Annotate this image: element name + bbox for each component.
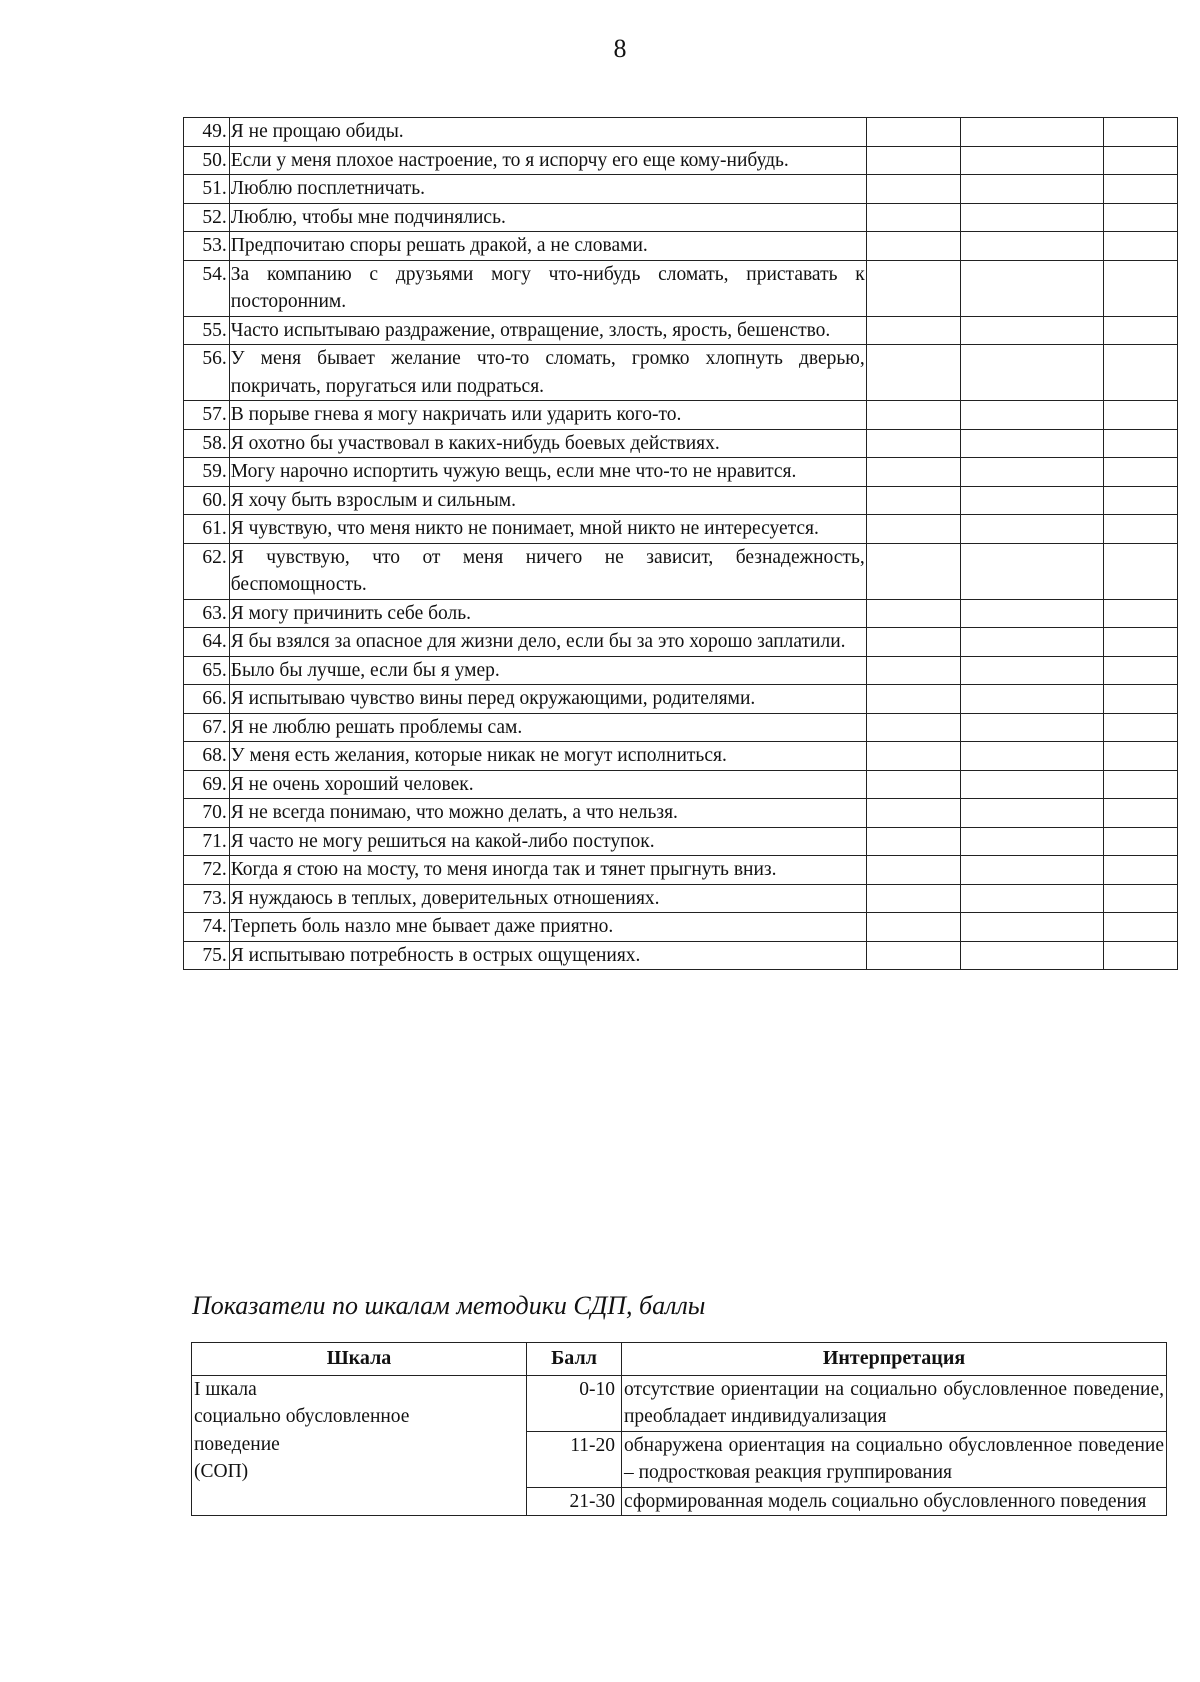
answer-cell[interactable] xyxy=(960,515,1103,544)
question-text: Я хочу быть взрослым и сильным. xyxy=(229,486,866,515)
question-text: У меня бывает желание что-то сломать, громко хлопнуть дверью, покричать, поругаться или подраться. xyxy=(229,345,866,401)
answer-cell[interactable] xyxy=(866,685,960,714)
answer-cell[interactable] xyxy=(866,884,960,913)
interpretation-cell: отсутствие ориентации на социально обусловленное поведение, преобладает индивидуализация xyxy=(622,1375,1167,1431)
answer-cell[interactable] xyxy=(866,401,960,430)
answer-cell[interactable] xyxy=(866,913,960,942)
answer-cell[interactable] xyxy=(1103,628,1177,657)
answer-cell[interactable] xyxy=(1103,941,1177,970)
questionnaire-table xyxy=(183,117,1178,970)
question-text: Если у меня плохое настроение, то я испорчу его еще кому-нибудь. xyxy=(229,146,866,175)
answer-cell[interactable] xyxy=(1103,486,1177,515)
question-number: 71. xyxy=(184,827,230,856)
scale-row xyxy=(192,1375,1167,1431)
header-scale: Шкала xyxy=(192,1343,527,1376)
question-row xyxy=(184,232,1178,261)
answer-cell[interactable] xyxy=(866,345,960,401)
answer-cell[interactable] xyxy=(960,941,1103,970)
answer-cell[interactable] xyxy=(960,856,1103,885)
question-row xyxy=(184,203,1178,232)
section-title: Показатели по шкалам методики СДП, баллы xyxy=(192,1291,706,1320)
question-row xyxy=(184,770,1178,799)
answer-cell[interactable] xyxy=(866,260,960,316)
question-number: 54. xyxy=(184,260,230,316)
score-cell: 0-10 xyxy=(527,1375,622,1431)
answer-cell[interactable] xyxy=(960,599,1103,628)
question-text: Терпеть боль назло мне бывает даже приятно. xyxy=(229,913,866,942)
answer-cell[interactable] xyxy=(1103,203,1177,232)
answer-cell[interactable] xyxy=(866,742,960,771)
answer-cell[interactable] xyxy=(960,628,1103,657)
question-row xyxy=(184,429,1178,458)
answer-cell[interactable] xyxy=(960,345,1103,401)
answer-cell[interactable] xyxy=(866,656,960,685)
question-row xyxy=(184,742,1178,771)
question-number: 58. xyxy=(184,429,230,458)
question-number: 74. xyxy=(184,913,230,942)
answer-cell[interactable] xyxy=(866,827,960,856)
question-number: 70. xyxy=(184,799,230,828)
question-text: Предпочитаю споры решать дракой, а не словами. xyxy=(229,232,866,261)
answer-cell[interactable] xyxy=(1103,429,1177,458)
answer-cell[interactable] xyxy=(1103,316,1177,345)
question-row xyxy=(184,486,1178,515)
question-number: 56. xyxy=(184,345,230,401)
scale-name-cell xyxy=(192,1375,527,1516)
answer-cell[interactable] xyxy=(1103,458,1177,487)
question-number: 67. xyxy=(184,713,230,742)
question-number: 64. xyxy=(184,628,230,657)
question-row xyxy=(184,713,1178,742)
answer-cell[interactable] xyxy=(1103,515,1177,544)
scale-name-line: (СОП) xyxy=(194,1461,249,1482)
answer-cell[interactable] xyxy=(1103,884,1177,913)
question-number: 63. xyxy=(184,599,230,628)
page-number: 8 xyxy=(613,34,627,63)
scales-table xyxy=(191,1342,1167,1516)
answer-cell[interactable] xyxy=(866,799,960,828)
answer-cell[interactable] xyxy=(866,232,960,261)
question-number: 52. xyxy=(184,203,230,232)
answer-cell[interactable] xyxy=(960,458,1103,487)
answer-cell[interactable] xyxy=(1103,118,1177,147)
score-cell: 21-30 xyxy=(527,1487,622,1516)
answer-cell[interactable] xyxy=(1103,345,1177,401)
question-number: 75. xyxy=(184,941,230,970)
scale-name-line: социально обусловленное xyxy=(194,1406,410,1427)
answer-cell[interactable] xyxy=(960,118,1103,147)
answer-cell[interactable] xyxy=(866,316,960,345)
question-row xyxy=(184,656,1178,685)
question-row xyxy=(184,260,1178,316)
question-number: 51. xyxy=(184,175,230,204)
question-row xyxy=(184,175,1178,204)
answer-cell[interactable] xyxy=(960,913,1103,942)
question-row xyxy=(184,827,1178,856)
answer-cell[interactable] xyxy=(1103,146,1177,175)
question-row xyxy=(184,685,1178,714)
answer-cell[interactable] xyxy=(866,429,960,458)
question-number: 53. xyxy=(184,232,230,261)
question-row xyxy=(184,458,1178,487)
question-number: 66. xyxy=(184,685,230,714)
question-row xyxy=(184,884,1178,913)
answer-cell[interactable] xyxy=(1103,599,1177,628)
answer-cell[interactable] xyxy=(960,401,1103,430)
question-row xyxy=(184,543,1178,599)
question-text: Я охотно бы участвовал в каких-нибудь боевых действиях. xyxy=(229,429,866,458)
question-number: 65. xyxy=(184,656,230,685)
question-text: В порыве гнева я могу накричать или ударить кого-то. xyxy=(229,401,866,430)
answer-cell[interactable] xyxy=(960,486,1103,515)
scales-header-row xyxy=(192,1343,1167,1376)
question-text: Люблю, чтобы мне подчинялись. xyxy=(229,203,866,232)
answer-cell[interactable] xyxy=(960,429,1103,458)
question-row xyxy=(184,515,1178,544)
answer-cell[interactable] xyxy=(960,175,1103,204)
answer-cell[interactable] xyxy=(866,628,960,657)
answer-cell[interactable] xyxy=(1103,713,1177,742)
answer-cell[interactable] xyxy=(1103,742,1177,771)
answer-cell[interactable] xyxy=(1103,260,1177,316)
answer-cell[interactable] xyxy=(866,146,960,175)
answer-cell[interactable] xyxy=(960,203,1103,232)
question-row xyxy=(184,856,1178,885)
question-text: Я не люблю решать проблемы сам. xyxy=(229,713,866,742)
answer-cell[interactable] xyxy=(1103,543,1177,599)
answer-cell[interactable] xyxy=(1103,232,1177,261)
question-number: 61. xyxy=(184,515,230,544)
question-text: Я не очень хороший человек. xyxy=(229,770,866,799)
answer-cell[interactable] xyxy=(1103,175,1177,204)
question-row xyxy=(184,146,1178,175)
question-text: Я чувствую, что меня никто не понимает, мной никто не интересуется. xyxy=(229,515,866,544)
answer-cell[interactable] xyxy=(1103,827,1177,856)
answer-cell[interactable] xyxy=(960,770,1103,799)
question-row xyxy=(184,941,1178,970)
answer-cell[interactable] xyxy=(960,799,1103,828)
answer-cell[interactable] xyxy=(960,713,1103,742)
answer-cell[interactable] xyxy=(960,685,1103,714)
answer-cell[interactable] xyxy=(866,941,960,970)
answer-cell[interactable] xyxy=(960,260,1103,316)
question-number: 57. xyxy=(184,401,230,430)
answer-cell[interactable] xyxy=(1103,770,1177,799)
answer-cell[interactable] xyxy=(960,543,1103,599)
answer-cell[interactable] xyxy=(866,599,960,628)
question-text: Я не всегда понимаю, что можно делать, а что нельзя. xyxy=(229,799,866,828)
question-text: Я бы взялся за опасное для жизни дело, если бы за это хорошо заплатили. xyxy=(229,628,866,657)
question-row xyxy=(184,599,1178,628)
question-text: Я не прощаю обиды. xyxy=(229,118,866,147)
question-number: 69. xyxy=(184,770,230,799)
answer-cell[interactable] xyxy=(1103,401,1177,430)
question-text: Я нуждаюсь в теплых, доверительных отношениях. xyxy=(229,884,866,913)
answer-cell[interactable] xyxy=(960,656,1103,685)
answer-cell[interactable] xyxy=(866,175,960,204)
question-row xyxy=(184,799,1178,828)
question-text: Когда я стою на мосту, то меня иногда так и тянет прыгнуть вниз. xyxy=(229,856,866,885)
answer-cell[interactable] xyxy=(866,770,960,799)
answer-cell[interactable] xyxy=(866,486,960,515)
question-text: Было бы лучше, если бы я умер. xyxy=(229,656,866,685)
question-text: Часто испытываю раздражение, отвращение, злость, ярость, бешенство. xyxy=(229,316,866,345)
answer-cell[interactable] xyxy=(1103,656,1177,685)
header-score: Балл xyxy=(527,1343,622,1376)
question-text: Я часто не могу решиться на какой-либо поступок. xyxy=(229,827,866,856)
question-number: 50. xyxy=(184,146,230,175)
question-number: 72. xyxy=(184,856,230,885)
answer-cell[interactable] xyxy=(1103,799,1177,828)
scale-name-line: I шкала xyxy=(194,1378,257,1400)
interpretation-cell: обнаружена ориентация на социально обусловленное поведение – подростковая реакция группирования xyxy=(622,1431,1167,1487)
question-number: 62. xyxy=(184,543,230,599)
question-row xyxy=(184,345,1178,401)
answer-cell[interactable] xyxy=(1103,913,1177,942)
interpretation-cell: сформированная модель социально обусловленного поведения xyxy=(622,1487,1167,1516)
question-text: Я испытываю чувство вины перед окружающими, родителями. xyxy=(229,685,866,714)
question-number: 68. xyxy=(184,742,230,771)
answer-cell[interactable] xyxy=(960,232,1103,261)
question-number: 60. xyxy=(184,486,230,515)
question-text: За компанию с друзьями могу что-нибудь сломать, приставать к посторонним. xyxy=(229,260,866,316)
question-row xyxy=(184,913,1178,942)
answer-cell[interactable] xyxy=(960,146,1103,175)
question-number: 49. xyxy=(184,118,230,147)
question-text: Могу нарочно испортить чужую вещь, если мне что-то не нравится. xyxy=(229,458,866,487)
question-text: Я чувствую, что от меня ничего не зависит, безнадежность, беспомощность. xyxy=(229,543,866,599)
question-number: 73. xyxy=(184,884,230,913)
question-row xyxy=(184,401,1178,430)
answer-cell[interactable] xyxy=(866,118,960,147)
question-number: 55. xyxy=(184,316,230,345)
answer-cell[interactable] xyxy=(866,543,960,599)
answer-cell[interactable] xyxy=(866,713,960,742)
question-text: У меня есть желания, которые никак не могут исполниться. xyxy=(229,742,866,771)
header-interpretation: Интерпретация xyxy=(622,1343,1167,1376)
question-row xyxy=(184,316,1178,345)
question-text: Я могу причинить себе боль. xyxy=(229,599,866,628)
answer-cell[interactable] xyxy=(1103,856,1177,885)
scale-name-line: поведение xyxy=(194,1433,280,1455)
score-cell: 11-20 xyxy=(527,1431,622,1487)
question-row xyxy=(184,118,1178,147)
answer-cell[interactable] xyxy=(960,316,1103,345)
answer-cell[interactable] xyxy=(866,203,960,232)
question-row xyxy=(184,628,1178,657)
answer-cell[interactable] xyxy=(1103,685,1177,714)
answer-cell[interactable] xyxy=(866,856,960,885)
question-number: 59. xyxy=(184,458,230,487)
answer-cell[interactable] xyxy=(960,742,1103,771)
question-text: Я испытываю потребность в острых ощущениях. xyxy=(229,941,866,970)
answer-cell[interactable] xyxy=(866,515,960,544)
answer-cell[interactable] xyxy=(866,458,960,487)
answer-cell[interactable] xyxy=(960,884,1103,913)
question-text: Люблю посплетничать. xyxy=(229,175,866,204)
answer-cell[interactable] xyxy=(960,827,1103,856)
